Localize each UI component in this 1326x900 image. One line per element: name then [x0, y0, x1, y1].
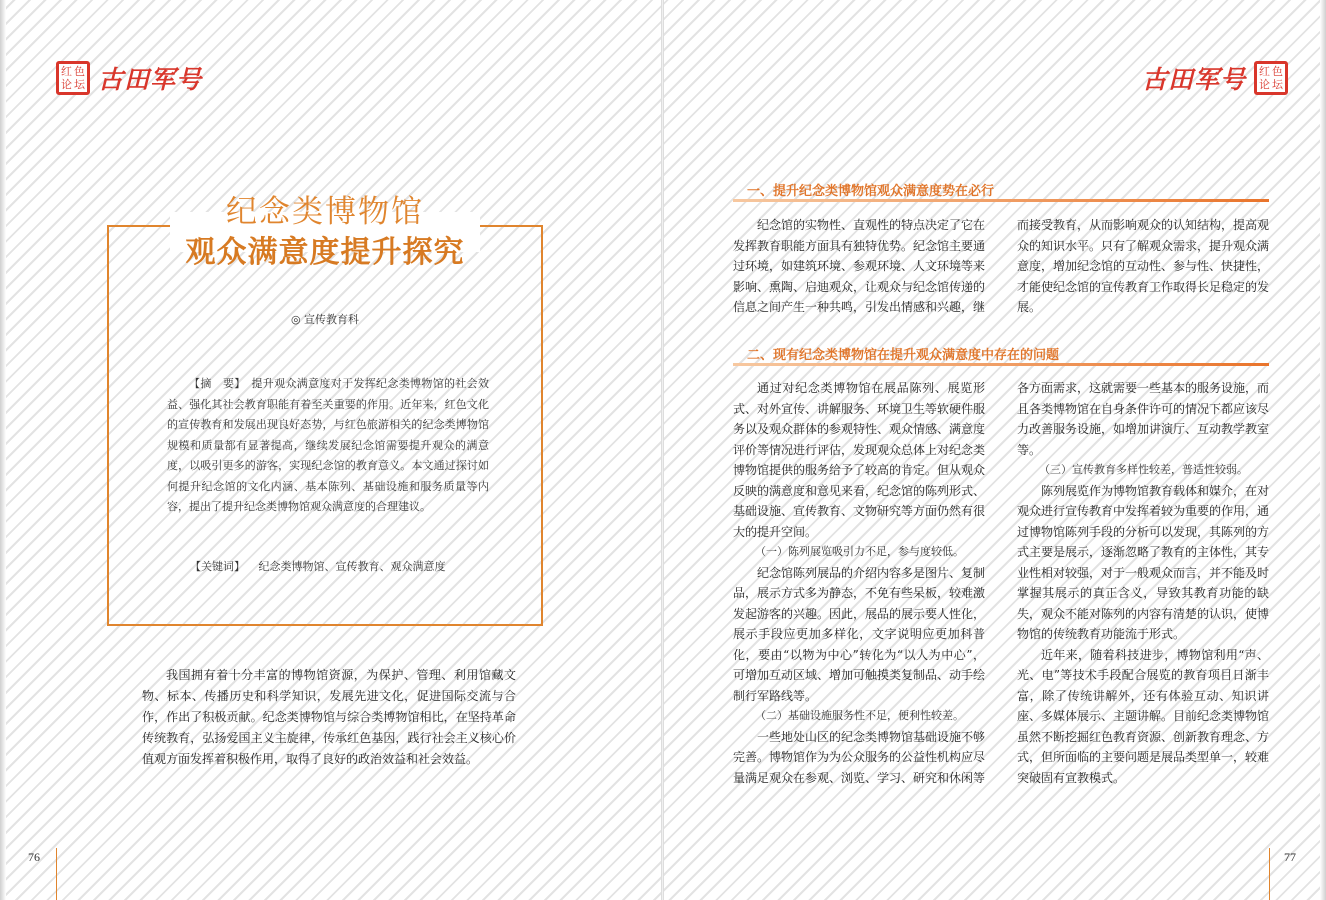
left-header-logo: [56, 60, 202, 96]
intro-text: 我国拥有着十分丰富的博物馆资源，为保护、管理、利用馆藏文物、标本、传播历史和科学知识，发展先进文化，促进国际交流与合作，作出了积极贡献。纪念类博物馆与综合类博物馆相比，在坚持革命传统教育，弘扬爱国主义主旋律，传承红色基因，践行社会主义核心价值观方面发挥着积极作用，取得了良好的政治效益和社会效益。: [142, 668, 516, 766]
s2-col1-p1: 通过对纪念类博物馆在展品陈列、展览形式、对外宣传、讲解服务、环境卫生等软硬件服务以及观众群体的参观特性、观众情感、满意度评价等情况进行评估，发现观众总体上对纪念类博物馆提供的服务给予了较高的肯定。但从观众反映的满意度和意见来看，纪念馆的陈列形式、基础设施、宣传教育、文物研究等方面仍然有很大的提升空间。: [733, 381, 986, 539]
article-author: ◎ 宣传教育科: [290, 313, 360, 326]
page-number-rule-left: [56, 848, 57, 900]
seal-char: 红: [61, 65, 72, 78]
section-2-rule: [733, 363, 1269, 366]
seal-char: 红: [1259, 65, 1271, 78]
keywords: [190, 558, 520, 574]
s2-column-left: [733, 378, 985, 788]
seal-char: 论: [61, 78, 72, 91]
seal-char: 论: [1259, 78, 1271, 91]
section-1-title: 一、提升纪念类博物馆观众满意度势在必行: [747, 184, 995, 199]
abstract-text: 【摘 要】 提升观众满意度对于发挥纪念类博物馆的社会效益、强化其社会教育职能有着至关重要的作用。近年来，红色文化的宣传教育和发展出现良好态势，与红色旅游相关的纪念类博物馆规模和质量都有显著提高，继续发展纪念馆需要提升观众的满意度，以吸引更多的游客，实现纪念馆的教育意义。本文通过探讨如何提升纪念馆的文化内涵、基本陈列、基础设施和服务质量等内容，提出了提升纪念类博物馆观众满意度的合理建议。: [167, 377, 489, 513]
s2-col2-p2: 陈列展览作为博物馆教育载体和媒介，在对观众进行宣传教育中发挥着较为重要的作用，通过博物馆陈列手段的分析可以发现，其陈列的方式主要是展示，逐渐忽略了教育的主体性，其专业性相对较强，对于一般观众而言，并不能及时掌握其展示的真正含义，导致其教育功能的缺失，观众不能对陈列的内容有清楚的认识，使博物馆的传统教育功能流于形式。: [1017, 483, 1270, 641]
left-page-edge: [0, 0, 6, 900]
section-2-heading: [733, 340, 1269, 366]
s2-column-right: [1017, 378, 1269, 788]
s1-col2-text: 而接受教育，从而影响观众的认知结构，提高观众的知识水平。只有了解观众需求，提升观众满意度，增加纪念馆的互动性、参与性、快捷性，才能使纪念馆的宣传教育工作取得长足稳定的发展。: [1017, 218, 1270, 314]
keywords-text: 纪念类博物馆、宣传教育、观众满意度: [258, 560, 446, 573]
s2-col2-p3: 近年来，随着科技进步，博物馆利用“声、光、电”等技术手段配合展览的教育项目日渐丰富，除了传统讲解外，还有体验互动、知识讲座、多媒体展示、主题讲解。目前纪念类博物馆虽然不断挖掘红色教育资源、创新教育理念、方式，但所面临的主要问题是展品类型单一，较难突破固有宣教模式。: [1017, 647, 1270, 785]
seal-char: 色: [1272, 65, 1284, 78]
s1-column-right: [1017, 215, 1269, 318]
section-1-rule: [733, 199, 1269, 202]
s2-col1-p2: 纪念馆陈列展品的介绍内容多是图片、复制品，展示方式多为静态，不免有些呆板，较难激发起游客的兴趣。因此，展品的展示要人性化，展示手段应更加多样化，文字说明应更加科普化，要由“以物为中心”转化为“以人为中心”，可增加互动区域、增加可触摸类复制品、动手绘制行军路线等。: [733, 565, 986, 703]
s2-subheading-2: （二）基础设施服务性不足，便利性较差。: [755, 709, 964, 722]
book-spine: [661, 0, 664, 900]
seal-char: 坛: [1272, 78, 1284, 91]
right-header-logo: [1142, 60, 1288, 96]
intro-paragraph: [142, 665, 516, 770]
article-title-line1: 纪念类博物馆: [226, 194, 424, 230]
brand-name: 古田军号: [98, 65, 203, 94]
page-number-rule-right: [1269, 848, 1270, 900]
s2-col1-p3: 一些地处山区的纪念类博物馆基础设施不够完善。博物馆作为为公众服务的公益性机构应尽量满足观众在参观、浏览、学习、研究和休闲等: [733, 729, 986, 785]
s1-col1-text: 纪念馆的实物性、直观性的特点决定了它在发挥教育职能方面具有独特优势。纪念馆主要通过环境，如建筑环境、参观环境、人文环境等来影响、熏陶、启迪观众，让观众与纪念馆传递的信息之间产生一种共鸣，引发出情感和兴趣，继: [733, 218, 986, 314]
red-forum-seal-icon: [1254, 61, 1288, 95]
red-forum-seal-icon: [56, 61, 90, 95]
seal-char: 坛: [74, 78, 85, 91]
abstract: [167, 374, 489, 518]
page-number-left: 76: [28, 850, 40, 864]
keywords-label: 【关键词】: [190, 560, 245, 573]
right-page-edge: [1320, 0, 1326, 900]
section-1-heading: [733, 176, 1269, 202]
s2-subheading-1: （一）陈列展览吸引力不足，参与度较低。: [755, 545, 964, 558]
brand-name: 古田军号: [1142, 65, 1247, 94]
article-title-line2: 观众满意度提升探究: [185, 235, 465, 270]
s2-subheading-3: （三）宣传教育多样性较差，普适性较弱。: [1039, 463, 1248, 476]
s1-column-left: [733, 215, 985, 318]
s2-col2-p1: 各方面需求，这就需要一些基本的服务设施，而且各类博物馆在自身条件许可的情况下都应该尽力改善服务设施，如增加讲演厅、互动教学教室等。: [1017, 381, 1270, 457]
section-2-title: 二、现有纪念类博物馆在提升观众满意度中存在的问题: [747, 348, 1060, 363]
page-number-right: 77: [1284, 850, 1296, 864]
seal-char: 色: [74, 65, 85, 78]
